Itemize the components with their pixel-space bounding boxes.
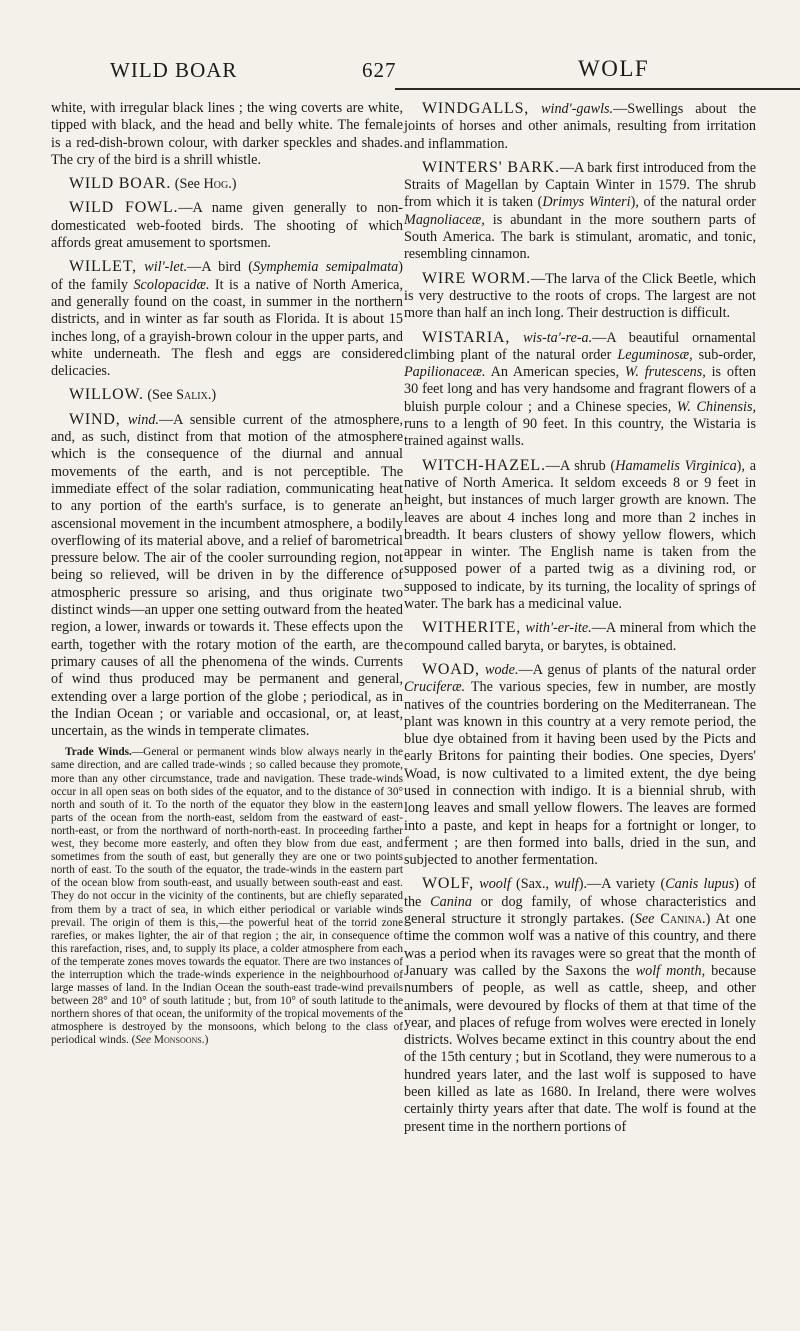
pronunciation: wind'-gawls. (541, 101, 614, 117)
latin-name: W. frutescens, (624, 364, 706, 381)
entry-wild-fowl (51, 199, 403, 252)
entry-body: —A name given generally to non-domesticated web-footed birds. The shooting of which affords great amusement to sportsmen. (51, 200, 403, 252)
page-header (0, 0, 800, 92)
cross-reference: Canina (660, 911, 703, 928)
headword: WINTERS' BARK. (422, 158, 560, 176)
pronunciation: wis-ta'-re-a. (523, 329, 593, 346)
latin-name: Leguminosæ, (617, 346, 693, 363)
entry-wind (51, 411, 403, 741)
entry-text: —A bark first introduced from the Straits of Magellan by Captain Winter in 1579. The shrub from which it is taken ( (404, 159, 756, 211)
entry-text: ).—A variety ( (578, 876, 666, 893)
latin-name: Canina (430, 893, 472, 910)
entry-text: ) of the family (51, 259, 404, 293)
entry-text: (See (174, 176, 204, 193)
entry-body: —A mineral from which the compound called baryta, or barytes, is obtained. (404, 620, 756, 654)
latin-name: Hamamelis Virginica (615, 457, 737, 474)
entry-continuation (51, 100, 403, 169)
pronunciation: wode. (485, 661, 519, 678)
entry-text: —A beautiful ornamental climbing plant of the natural order (404, 329, 756, 363)
page-number: 627 (362, 58, 397, 82)
pronunciation: wulf (554, 876, 579, 893)
entry-windgalls (404, 100, 756, 153)
subentry-trade-winds (51, 746, 403, 1047)
left-column (51, 100, 403, 1048)
entry-text: The various species, few in number, are mostly natives of the countries bordering on the Mediterranean. The plant was known in this country at a very remote period, the blue dye obtained from it having been used by the Picts and early Britons for painting their bodies. One species, Dyers' Woad, is now cultivated to a limited extent, the dye being used in connection with indigo. It is a biennial shrub, with long leaves and small yellow flowers. The leaves are formed into a paste, and kept in heaps for a fortnight or longer, to ferment ; are then formed into balls, dried in the sun, and subjected to another fermentation. (404, 679, 756, 869)
see-label: See (634, 911, 661, 928)
entry-text: (Sax., (510, 876, 555, 893)
pronunciation: wind. (127, 411, 159, 428)
cross-reference: Monsoons (153, 1034, 202, 1047)
entry-text: —A shrub ( (545, 457, 616, 474)
entry-willet (51, 258, 403, 380)
entry-wild-boar (51, 175, 403, 193)
see-label: See (135, 1034, 154, 1047)
entry-text: .) At one time the common wolf was a native of this country, and there was a period when its ravages were so great that the month of January was called by the Saxons the (404, 911, 756, 979)
headword: WOAD, (422, 660, 480, 678)
entry-body: —The larva of the Click Beetle, which is very destructive to the roots of crops. The largest are not more than half an inch long. Their destruction is difficult. (404, 270, 756, 322)
entry-wire-worm (404, 270, 756, 323)
entry-body: —Swellings about the joints of horses and other animals, resulting from irritation and inflammation. (404, 101, 757, 152)
headword: WITCH-HAZEL. (422, 456, 546, 474)
entry-text: (See (147, 387, 177, 404)
latin-name: Papilionaceæ. (404, 364, 486, 381)
entry-body: —A sensible current of the atmosphere, and, as such, distinct from that motion of the atmosphere which is the consequence of the diurnal and annual movements of the earth, and is not perceptible. The immediate effect of the solar radiation, communicating heat to any portion of the earth's surface, is to generate an ascensional movement in the incumbent atmosphere, a bodily overflowing of its material above, and a relief of barometrical pressure below. The air of the cooler surrounding region, not being so relieved, will be driven in by the difference of atmospheric pressure so arising, and thus originate two distinct winds—an upper one setting outward from the heated region, a lower, inwards or towards it. These effects upon the earth, together with the rotary motion of the earth, are the primary causes of all the phenomena of the winds. Currents of wind thus produced may be permanent and general, extending over a large portion of the globe ; periodical, as in the Indian Ocean ; or variable and occasional, or, at least, uncertain, as the winds in temperate climates. (51, 411, 403, 740)
entry-text: or dog family, of whose characteristics and general structure it strongly partakes. ( (404, 893, 756, 928)
entry-text: .) (228, 176, 237, 193)
headword: WIND, (69, 410, 121, 428)
header-rule (395, 88, 800, 90)
entry-text: is abundant in the more southern parts of South America. The bark is stimulant, aromatic, and tonic, resembling cinnamon. (404, 211, 756, 263)
headword: WIRE WORM. (422, 269, 531, 287)
latin-name: Drimys Winteri (542, 194, 631, 211)
pronunciation: wil'-let. (144, 259, 188, 276)
latin-name: Cruciferæ. (404, 679, 466, 696)
subentry-heading: Trade Winds. (65, 746, 132, 759)
headword: WILLET, (69, 258, 137, 276)
latin-name: Canis lupus (665, 876, 735, 893)
cross-reference: Hog (203, 176, 229, 193)
headword: WOLF, (422, 875, 475, 893)
headword: WISTARIA, (422, 328, 511, 346)
entry-text: is often 30 feet long and has very handsome and fragrant flowers of a bluish purple colour ; and a Chinese species, (404, 364, 756, 415)
entry-woad (404, 661, 756, 870)
entry-text: —A genus of plants of the natural order (518, 661, 757, 678)
entry-text: sub-order, (692, 346, 756, 363)
cross-reference: Salix (176, 387, 208, 404)
pronunciation: woolf (479, 876, 511, 893)
headword: WITHERITE, (422, 619, 522, 637)
entry-text: It is a native of North America, and generally found on the coast, in summer in the northern districts, and in winter as far south as Florida. It is about 15 inches long, of a grayish-brown colour in the upper parts, and white underneath. The flesh and eggs are considered delicacies. (51, 276, 403, 380)
latin-name: wolf month, (635, 962, 706, 979)
entry-witch-hazel (404, 457, 756, 614)
entry-wolf (404, 875, 756, 1135)
latin-name: Symphemia semipalmata (253, 259, 399, 276)
entry-text: ), a native of North America. It seldom exceeds 8 or 9 feet in height, but instances of much larger growth are known. The leaves are about 4 inches long and more than 2 inches in breadth. It bears clusters of showy yellow flowers, which appear in winter. The English name is taken from the supposed power of a parted twig as a divining rod, or supposed to indicate, by its turning, the locality of springs of water. The bark has a medicinal value. (404, 457, 757, 613)
entry-witherite (404, 619, 756, 655)
entry-text: ), of the natural order (630, 194, 757, 211)
entry-text: —A bird ( (187, 259, 254, 276)
entry-body: —General or permanent winds blow always nearly in the same direction, and are called trade-winds ; so called because they promote, more than any other circumstance, trade and navigation. These trade-winds occur in all open seas on both sides of the equator, and to the distance of 30° north and south of it. To the north of the equator they blow in the eastern parts of the ocean from the north-east, seldom from the eastward of east-north-east, or from the northward of north-north-east. In proceeding farther west, they become more easterly, and often they blow from due east, and sometimes from the south of east, but generally they are one or two points north of east. To the south of the equator, the trade-winds in the eastern part of the ocean blow from south-east, and usually between south-east and east. They do not occur in the vicinity of the continents, but are chiefly separated from them by a tract of sea, in which either periodical or variable winds prevail. The origin of them is this,—the powerful heat of the torrid zone rarefies, or makes lighter, the air of that region ; the air, in consequence of this rarefaction, rises, and, to supply its place, a colder atmosphere from each of the temperate zones moves towards the equator. There are two instances of the interruption which the trade-winds experience in the neighbourhood of large masses of land. In the Indian Ocean the south-east trade-wind prevails between 28° and 10° of south latitude ; but, from 10° of south latitude to the northern shores of that ocean, the uniformity of the tropical movements of the atmosphere is destroyed by the monsoons, which belong to the class of periodical winds. ( (51, 746, 403, 1047)
running-head-right: WOLF (578, 56, 650, 81)
latin-name: W. Chinensis, (676, 398, 757, 415)
headword: WILD FOWL. (69, 199, 179, 217)
headword: WILLOW. (69, 386, 144, 404)
entry-winters-bark (404, 159, 756, 264)
entry-text: because numbers of people, as well as cattle, sheep, and other animals, were devoured by flocks of them at that time of the year, and places of refuge from wolves were erected in lonely districts. Wolves became extinct in this country about the end of the 15th century ; but in Scotland, they were numerous to a hundred years later, and the last wolf is supposed to have been killed as late as 1680. In Ireland, there were wolves certainly thirty years after that date. The wolf is found at the present time in the northern portions of (404, 962, 756, 1135)
running-head-left: WILD BOAR (110, 58, 238, 82)
entry-text: An American species, (485, 364, 625, 381)
latin-name: Scolopacidæ. (133, 276, 210, 293)
entry-wistaria (404, 329, 756, 451)
entry-text: .) (207, 387, 217, 404)
latin-name: Magnoliaceæ, (404, 211, 485, 228)
headword: WINDGALLS, (422, 100, 530, 117)
headword: WILD BOAR. (69, 175, 172, 193)
entry-body: white, with irregular black lines ; the wing coverts are white, tipped with black, and the head and belly white. The female is a red-dish-brown colour, with darker speckles and shades. The cry of the bird is a shrill whistle. (51, 100, 403, 168)
entry-willow (51, 386, 403, 404)
right-column (404, 100, 756, 1142)
entry-text: .) (201, 1034, 209, 1047)
entry-text: ) of the (404, 876, 756, 910)
pronunciation: with'-er-ite. (525, 620, 592, 637)
entry-text: runs to a length of 90 feet. In this country, the Wistaria is trained against walls. (404, 416, 756, 450)
